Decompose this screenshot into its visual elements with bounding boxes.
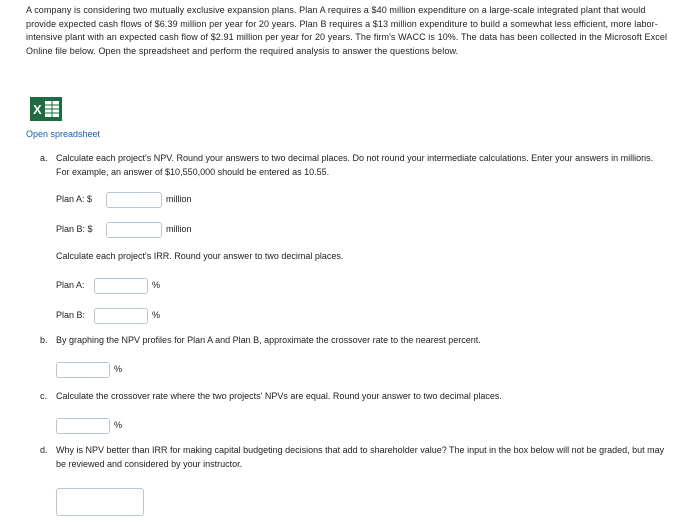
npv-plan-a-label: Plan A: $ [56,194,93,205]
irr-plan-b-input[interactable] [94,308,148,324]
irr-plan-a-label: Plan A: [56,280,85,291]
question-b-marker: b. [40,335,48,345]
irr-plan-a-row [56,278,160,294]
problem-intro [26,4,676,58]
npv-plan-b-label: Plan B: $ [56,224,93,235]
problem-intro-text: A company is considering two mutually exclusive expansion plans. Plan A requires a $40 million expenditure on a large-scale integrated plant that would provide expected cash flows of $6.39 million per year for 20 years. Plan B requires a $13 million expenditure to build a somewhat less efficient, more labor-intensive plant with an expected cash flow of $2.91 million per year for 20 years. The firm's WACC is 10%. The data has been collected in the Microsoft Excel Online file below. Open the spreadsheet and perform the required analysis to answer the questions below. [26,5,668,56]
crossover-rate-percent: % [114,420,123,431]
irr-plan-b-row [56,308,160,324]
question-b-text: By graphing the NPV profiles for Plan A and Plan B, approximate the crossover rate to the nearest percent. [56,335,481,345]
npv-plan-b-input[interactable] [106,222,162,238]
irr-plan-b-label: Plan B: [56,310,86,321]
npv-plan-b-row [56,222,192,238]
crossover-rate-row [56,418,122,434]
irr-plan-a-percent: % [152,280,161,291]
question-a-text: Calculate each project's NPV. Round your answers to two decimal places. Do not round your intermediate calculations. Enter your answers in millions. For example, an answer of $10,550,000 should be entered as 10.55. [56,153,654,177]
npv-plan-a-input[interactable] [106,192,162,208]
svg-text:X: X [33,102,42,117]
crossover-approx-row [56,362,122,378]
crossover-approx-input[interactable] [56,362,110,378]
crossover-approx-percent: % [114,364,123,375]
crossover-rate-input[interactable] [56,418,110,434]
open-spreadsheet-link[interactable]: Open spreadsheet [26,129,101,139]
excel-icon-graphic [30,97,62,121]
question-c-text: Calculate the crossover rate where the two projects' NPVs are equal. Round your answer to two decimal places. [56,391,502,401]
question-d-text: Why is NPV better than IRR for making capital budgeting decisions that add to shareholder value? The input in the box below will not be graded, but may be reviewed and considered by your instructor. [56,445,665,469]
irr-instruction: Calculate each project's IRR. Round your answer to two decimal places. [56,251,344,261]
excel-icon[interactable] [30,97,62,121]
npv-plan-b-unit: million [166,224,192,235]
irr-plan-b-percent: % [152,310,161,321]
irr-plan-a-input[interactable] [94,278,148,294]
question-c-marker: c. [40,391,48,401]
npv-plan-a-unit: million [166,194,192,205]
question-d-marker: d. [40,445,48,455]
question-a-marker: a. [40,153,48,163]
npv-plan-a-row [56,192,192,208]
npv-vs-irr-textarea[interactable] [56,488,144,516]
